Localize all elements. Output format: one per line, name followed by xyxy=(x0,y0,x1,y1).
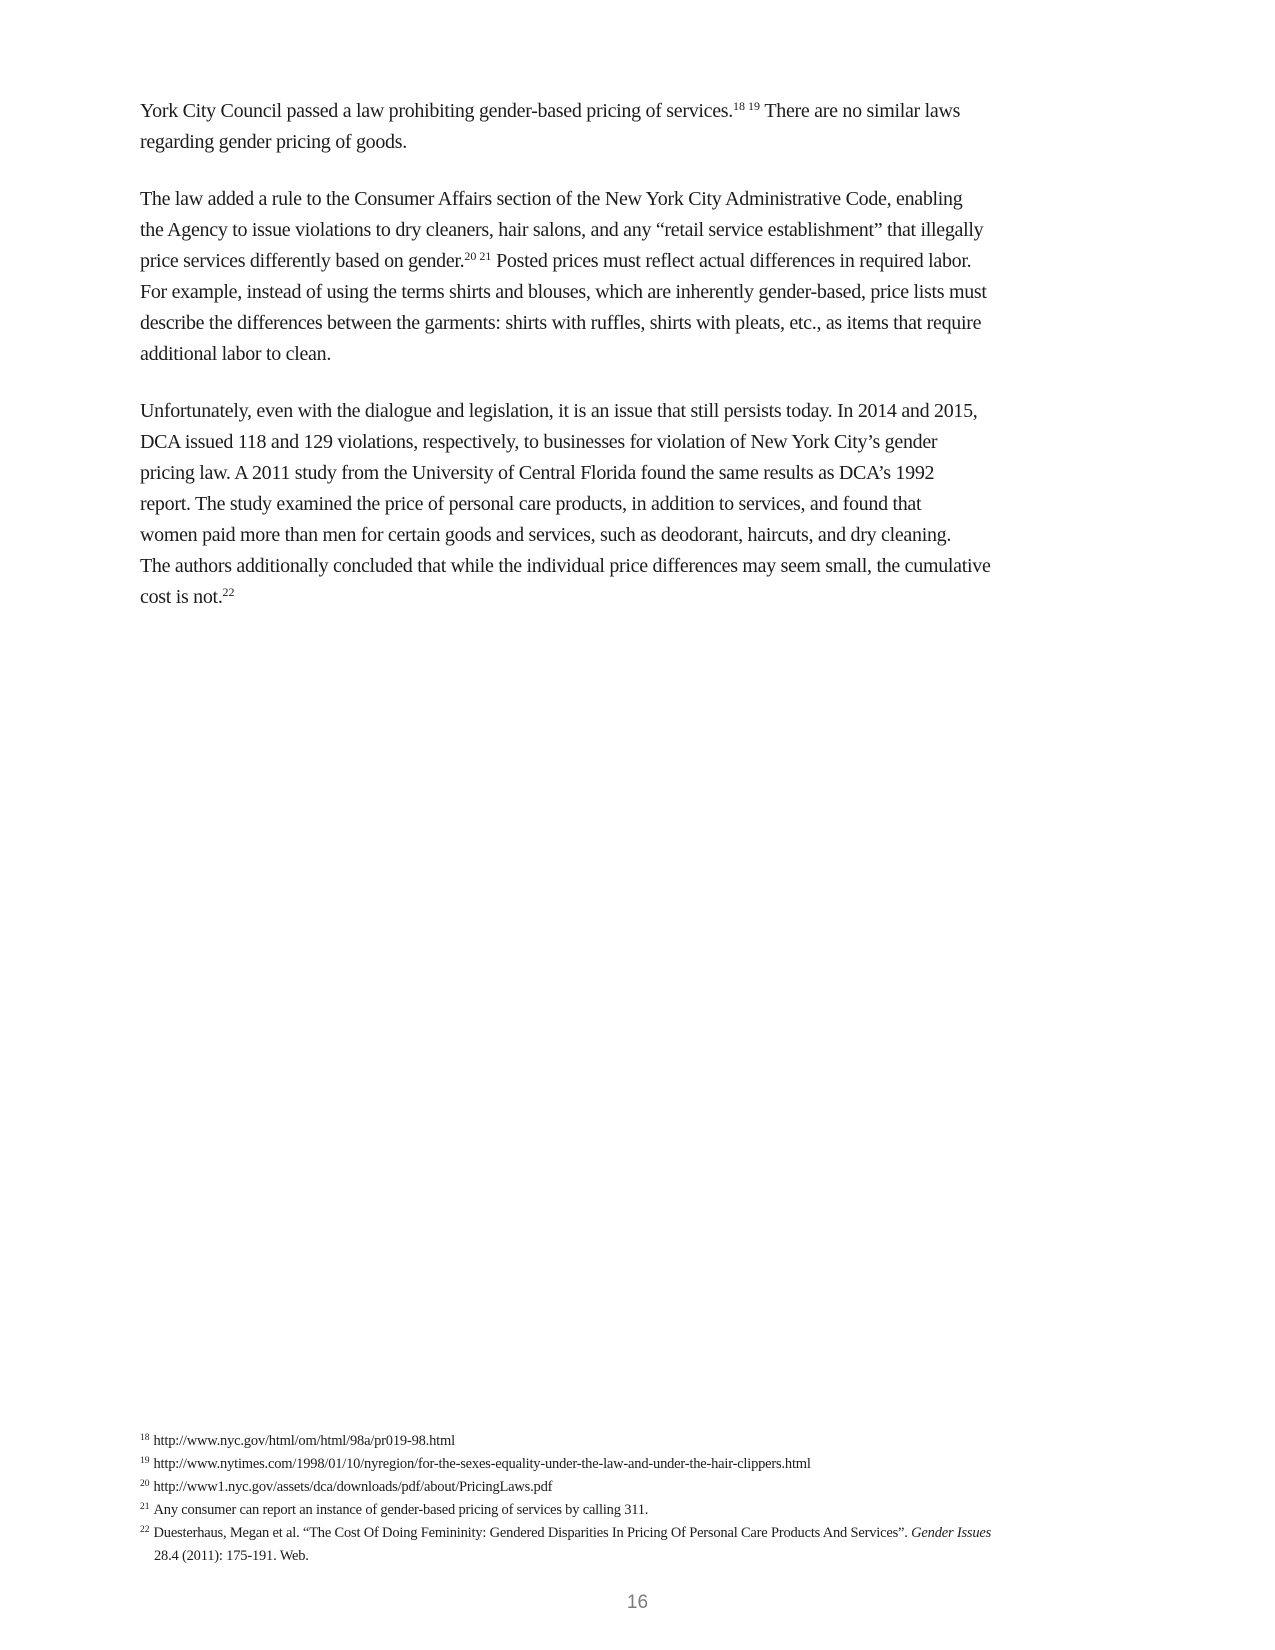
text-segment: additional labor to clean. xyxy=(140,343,332,365)
footnotes xyxy=(140,1430,1240,1568)
footnote-number: 21 xyxy=(140,1502,150,1512)
paragraph-2 xyxy=(140,184,1220,370)
footnote-line xyxy=(140,1545,1240,1568)
footnote-reference: 18 19 xyxy=(732,99,760,113)
text-segment: women paid more than men for certain goods and services, such as deodorant, haircuts, and dry cleaning. xyxy=(140,524,952,546)
footnote-18 xyxy=(140,1430,1240,1453)
footnote-22 xyxy=(140,1522,1240,1568)
text-segment: Posted prices must reflect actual differences in required labor. xyxy=(491,250,972,272)
footnote-number: 22 xyxy=(140,1525,150,1535)
text-segment: the Agency to issue violations to dry cleaners, hair salons, and any “retail service establishment” that illegally xyxy=(140,219,984,241)
footnote-line xyxy=(140,1522,1240,1545)
text-line xyxy=(140,184,1220,215)
footnote-number: 18 xyxy=(140,1433,150,1443)
text-segment: For example, instead of using the terms shirts and blouses, which are inherently gender-based, price lists must xyxy=(140,281,987,303)
text-line xyxy=(140,427,1220,458)
text-line xyxy=(140,489,1220,520)
text-segment: pricing law. A 2011 study from the University of Central Florida found the same results as DCA’s 1992 xyxy=(140,462,935,484)
text-line xyxy=(140,215,1220,246)
footnote-19 xyxy=(140,1453,1240,1476)
text-line xyxy=(140,127,1220,158)
text-segment: Any consumer can report an instance of gender-based pricing of services by calling 311. xyxy=(153,1502,649,1518)
footnote-number: 19 xyxy=(140,1456,150,1466)
text-line xyxy=(140,458,1220,489)
text-line xyxy=(140,308,1220,339)
footnote-line xyxy=(140,1499,1240,1522)
text-segment: regarding gender pricing of goods. xyxy=(140,131,407,153)
footnote-line xyxy=(140,1476,1240,1499)
text-segment: cost is not. xyxy=(140,586,223,608)
text-line xyxy=(140,520,1220,551)
text-segment: http://www.nyc.gov/html/om/html/98a/pr019-98.html xyxy=(153,1433,455,1449)
footnote-reference: 20 21 xyxy=(464,249,492,263)
text-line xyxy=(140,246,1220,277)
italic-text: Gender Issues xyxy=(911,1525,992,1541)
text-line xyxy=(140,582,1220,613)
footnote-21 xyxy=(140,1499,1240,1522)
text-line xyxy=(140,396,1220,427)
footnote-line xyxy=(140,1453,1240,1476)
text-line xyxy=(140,551,1220,582)
text-segment: http://www1.nyc.gov/assets/dca/downloads/pdf/about/PricingLaws.pdf xyxy=(153,1479,553,1495)
text-segment: report. The study examined the price of personal care products, in addition to services, and found that xyxy=(140,493,922,515)
text-line xyxy=(140,277,1220,308)
page-number: 16 xyxy=(626,1592,649,1613)
text-segment: The law added a rule to the Consumer Affairs section of the New York City Administrative Code, enabling xyxy=(140,188,963,210)
text-segment: describe the differences between the garments: shirts with ruffles, shirts with pleats, etc., as items that require xyxy=(140,312,982,334)
footnote-reference: 22 xyxy=(222,585,235,599)
text-segment: Duesterhaus, Megan et al. “The Cost Of Doing Femininity: Gendered Disparities In Pricing Of Personal Care Products And Services”. xyxy=(153,1525,912,1541)
text-segment: DCA issued 118 and 129 violations, respectively, to businesses for violation of New York City’s gender xyxy=(140,431,938,453)
footnote-number: 20 xyxy=(140,1479,150,1489)
text-segment: There are no similar laws xyxy=(759,100,961,122)
body-text xyxy=(140,96,1220,639)
text-segment: The authors additionally concluded that while the individual price differences may seem small, the cumulative xyxy=(140,555,991,577)
footnote-20 xyxy=(140,1476,1240,1499)
text-segment: http://www.nytimes.com/1998/01/10/nyregion/for-the-sexes-equality-under-the-law-and-under-the-hair-clippers.html xyxy=(153,1456,811,1472)
paragraph-3 xyxy=(140,396,1220,613)
paragraph-1 xyxy=(140,96,1220,158)
text-line xyxy=(140,96,1220,127)
text-segment: 28.4 (2011): 175-191. Web. xyxy=(154,1548,309,1564)
text-segment: York City Council passed a law prohibiting gender-based pricing of services. xyxy=(140,100,733,122)
text-line xyxy=(140,339,1220,370)
text-segment: price services differently based on gender. xyxy=(140,250,465,272)
footnote-line xyxy=(140,1430,1240,1453)
text-segment: Unfortunately, even with the dialogue and legislation, it is an issue that still persists today. In 2014 and 2015, xyxy=(140,400,978,422)
